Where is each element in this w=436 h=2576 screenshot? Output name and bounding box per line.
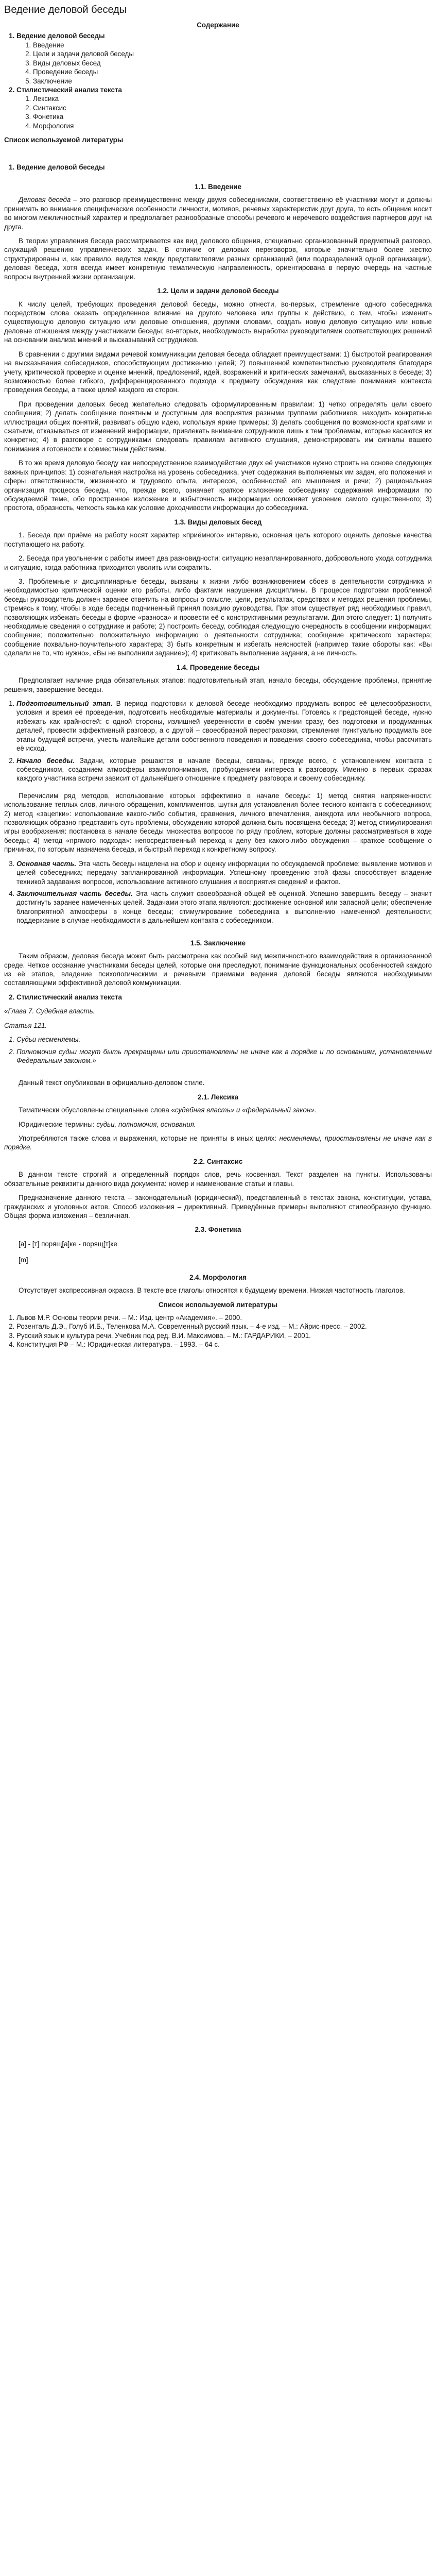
paragraph: В данном тексте строгий и определенный порядок слов, речь косвенная. Текст разделен на пункты. Использованы обязательные реквизиты данного вида документа: номер и наименование статьи и главы. — [4, 1171, 432, 1188]
list-item: 2. Начало беседы. Задачи, которые решаются в начале беседы, связаны, прежде всего, с установлением контакта с собеседником, созданием атмосферы взаимопонимания, пробуждением интереса к разговору. Именно в первых фразах каждого участника встречи зависит от дальнейшего отношение к предмету разговора и своему собеседнику. — [16, 756, 432, 783]
paragraph: При проведении деловых бесед желательно следовать сформулированным правилам: 1) четко определять цели своего сообщения; 2) делать сообщение понятным и доступным для восприятия разными группами работников, находить конкретные иллюстрации общих понятий, развивать общую идею, используя яркие примеры; 3) делать сообщения по возможности краткими и сжатыми, отказываться от изменений информации, привлекать внимание сотрудников лишь к тем проблемам, которые касаются их конкретно; 4) в разговоре с сотрудниками следовать правилам активного слушания, демонстрировать им сигналы вашего понимания и готовности к совместным действиям. — [4, 400, 432, 453]
toc-item[interactable]: 5. Заключение — [33, 77, 432, 86]
section-heading: 1.1. Введение — [195, 182, 241, 191]
phonetic-transcription: [а] - [т] порящ[а]ке - порящ[т]ке — [19, 1240, 117, 1248]
section-heading: 2.3. Фонетика — [195, 1226, 241, 1234]
paragraph: Таким образом, деловая беседа может быть рассмотрена как особый вид межличностного взаимодействия в организованной среде. Четкое осознание участниками беседы целей, которые они преследуют, понимание функциональных особенностей каждого из её этапов, владение психологическими и речевыми приемами ведения деловой беседы являются необходимыми составляющими эффективной деловой коммуникации. — [4, 952, 432, 987]
chapter-1-heading-list — [4, 163, 432, 172]
toc-chapter-1[interactable] — [16, 31, 432, 86]
toc-chapter-label[interactable]: Стилистический анализ текста — [16, 86, 122, 94]
toc-item[interactable]: 1. Лексика — [33, 94, 432, 103]
paragraph: 2. Беседа при увольнении с работы имеет два разновидности: ситуацию незапланированного, добровольного ухода сотрудника и ситуацию, когда работника приходится уволить или сократить. — [4, 554, 432, 571]
section-heading: 1.5. Заключение — [190, 939, 246, 947]
bibliography-item: 4. Конституция РФ – М.: Юридическая литература. – 1993. – 64 с. — [16, 1340, 432, 1349]
bibliography-item: 2. Розенталь Д.Э., Голуб И.Б., Теленкова М.А. Современный русский язык. – 4-е изд. – М.: Айрис-пресс. – 2002. — [16, 1322, 432, 1331]
toc-sublist — [16, 41, 432, 86]
toc-heading: Содержание — [197, 21, 239, 29]
paragraph: Отсутствует экспрессивная окраска. В тексте все глаголы относятся к будущему времени. Низкая частотность глаголов. — [19, 1286, 405, 1295]
toc-bibliography[interactable]: Список используемой литературы — [4, 136, 124, 144]
section-heading: 2.4. Морфология — [189, 1273, 247, 1281]
chapter-2-heading: 2. Стилистический анализ текста — [16, 993, 432, 1002]
toc-item[interactable]: 4. Морфология — [33, 122, 432, 130]
quote-article: Статья 121. — [4, 1021, 47, 1029]
list-item: 4. Заключительная часть беседы. Эта часть служит своеобразной общей её оценкой. Успешно завершить беседу – значит достигнуть заранее намеченных целей. Задачами этого этапа являются: достижение основной или запасной цели; обеспечение благоприятной атмосферы в конце беседы; стимулирование собеседника к выполнению намеченной деятельности; поддержание в случае необходимости в дальнейшем контакта с собеседником. — [16, 889, 432, 925]
paragraph: В теории управления беседа рассматривается как вид делового общения, специально организованный предметный разговор, служащий решению управленческих задач. В отличие от деловых переговоров, которые значительно более жестко структурированы и, как правило, ведутся между представителями разных организаций (или подразделений одной организации), деловая беседа, хотя всегда имеет конкретную тематическую направленность, ориентирована в первую очередь на частные вопросы внутренней жизни организации. — [4, 237, 432, 281]
toc-item[interactable]: 2. Синтаксис — [33, 104, 432, 112]
paragraph: Предназначение данного текста – законодательный (юридический), представленный в текстах закона, конституции, устава, гражданских и уголовных актов. Способ изложения – директивный. Приведённые примеры выполняют стилеобразную функцию. Общая форма изложения – безличная. — [4, 1194, 432, 1219]
list-item: 1. Судьи несменяемы. — [16, 1035, 432, 1044]
toc-item[interactable]: 3. Виды деловых бесед — [33, 59, 432, 67]
quote-list — [4, 1035, 432, 1065]
list-item: 2. Полномочия судьи могут быть прекращены или приостановлены не иначе как в порядке и по основаниям, установленным Федеральным законом.» — [16, 1047, 432, 1065]
toc-item[interactable]: 4. Проведение беседы — [33, 67, 432, 76]
bibliography-item: 1. Львов М.Р. Основы теории речи. – М.: Изд. центр «Академия». – 2000. — [16, 1313, 432, 1322]
paragraph: В сравнении с другими видами речевой коммуникации деловая беседа обладает преимуществами: 1) быстротой реагирования на высказывания собеседников, способствующим достижению целей; 2) повышенной компетентностью руководителя благодаря учету, критической проверке и оценке мнений, предложений, идей, возражений и критических замечаний, высказанных в беседе; 3) возможностью более гибкого, дифференцированного подхода к предмету обсуждения как следствие понимания контекста проведения беседы, а также целей каждого из сторон. — [4, 350, 432, 394]
paragraph: Употребляются также слова и выражения, которые не приняты в иных целях: несменяемы, приостановлены не иначе как в порядке. — [4, 1134, 432, 1151]
bibliography-list — [4, 1313, 432, 1349]
list-item: 1. Подготовительный этап. В период подготовки к деловой беседе необходимо продумать вопрос её целесообразности, условия и время её проведения, подготовить необходимые материалы и документы. Готовясь к предстоящей беседе, нужно избежать как крайностей: с одной стороны, излишней уверенности в своём умении сразу, без подготовки и продуманных деталей, провести эффективный разговор, а с другой – своеобразной перестраховки, стремления пунктуально продумать все этапы будущей встречи, учесть малейшие детали собственного поведения и поведения своего собеседника, чтобы рассчитать её исход. — [16, 699, 432, 753]
paragraph: К числу целей, требующих проведения деловой беседы, можно отнести, во-первых, стремление одного собеседника посредством слова оказать определенное влияние на другого человека или группы к действию, с тем, чтобы изменить существующую деловую ситуацию или деловые отношения, другими словами, создать новую деловую ситуацию или новые деловые отношения между участниками беседы; во-вторых, необходимость выработки руководителями соответствующих решений на основании анализа мнений и высказываний сотрудников. — [4, 300, 432, 344]
paragraph: Деловая беседа – это разговор преимущественно между двумя собеседниками, соответственно её участники могут и должны принимать во внимание специфические особенности личности, мотивов, речевых характеристик друг друга, то есть общение носит во многом межличностный характер и предполагает разнообразные способы речевого и неречевого воздействия партнеров друг на друга. — [4, 196, 432, 231]
paragraph: Перечислим ряд методов, использование которых эффективно в начале беседы: 1) метод снятия напряженности: использование теплых слов, личного обращения, комплиментов, шутки для установления более тесного контакта с собеседником; 2) метод «зацепки»: использование какого-либо события, сравнения, личного впечатления, анекдота или необычного вопроса, позволяющих образно представить суть проблемы, обсуждению которой должна быть посвящена беседа; 3) метод стимулирования игры воображения: постановка в начале беседы множества вопросов по ряду проблем, которые должны рассматриваться в ходе беседы; 4) метод «прямого подхода»: непосредственный переход к делу без какого-либо обсуждения – краткое сообщение о причинах, по которым назначена беседа, и быстрый переход к конкретному вопросу. — [4, 791, 432, 854]
paragraph: Данный текст опубликован в официально-деловом стиле. — [19, 1079, 205, 1087]
document-title: Ведение деловой беседы — [4, 4, 127, 15]
bibliography-item: 3. Русский язык и культура речи. Учебник под ред. В.И. Максимова. – М.: ГАРДАРИКИ. – 2001. — [16, 1331, 432, 1340]
toc-item[interactable]: 2. Цели и задачи деловой беседы — [33, 49, 432, 58]
bibliography-heading: Список используемой литературы — [158, 1300, 278, 1309]
list-item: 3. Основная часть. Эта часть беседы нацелена на сбор и оценку информации по обсуждаемой проблеме; выявление мотивов и целей собеседника; передачу запланированной информации. Успешному проведению этой фазы способствует владение техникой задавания вопросов, использование активного слушания и восприятия сведений и фактов. — [16, 859, 432, 886]
quote-chapter: «Глава 7. Судебная власть. — [4, 1007, 95, 1015]
paragraph: Тематически обусловлены специальные слова «судебная власть» и «федеральный закон». — [19, 1106, 317, 1114]
toc-list — [4, 31, 432, 130]
toc-item[interactable]: 1. Введение — [33, 41, 432, 49]
chapter-1-heading: 1. Ведение деловой беседы — [16, 163, 432, 172]
paragraph: 1. Беседа при приёме на работу носят характер «приёмного» интервью, основная цель которого оценить деловые качества поступающего на работу. — [4, 531, 432, 548]
table-of-contents — [4, 21, 432, 144]
section-heading: 1.4. Проведение беседы — [176, 663, 260, 671]
toc-sublist — [16, 94, 432, 130]
section-heading: 1.2. Цели и задачи деловой беседы — [157, 287, 279, 295]
section-heading: 2.2. Синтаксис — [193, 1157, 243, 1165]
paragraph: В то же время деловую беседу как непосредственное взаимодействие двух её участников нужно строить на основе следующих важных принципов: 1) сознательная настройка на уровень собеседника, учет содержания выполняемых им задач, его положения и сферы ответственности, жизненного и трудового опыта, интересов, особенностей его мышления и речи; 2) рациональная организация процесса беседы, что, прежде всего, означает краткое изложение собеседнику содержания информации по обсуждаемой теме, обо пространное изложение и избыточность информации осложняет усвоение самого существенного; 3) простота, образность, четкость языка как условие доходчивости информации до собеседника. — [4, 459, 432, 512]
term: Деловая беседа — [19, 196, 71, 204]
section-heading: 1.3. Виды деловых бесед — [174, 518, 262, 526]
paragraph: Юридические термины: судьи, полномочия, основания. — [19, 1120, 196, 1128]
chapter-2-heading-list — [4, 993, 432, 1002]
toc-item[interactable]: 3. Фонетика — [33, 112, 432, 121]
toc-chapter-label[interactable]: Ведение деловой беседы — [16, 32, 105, 40]
phonetic-transcription: [m] — [19, 1256, 28, 1264]
toc-chapter-2[interactable] — [16, 86, 432, 130]
stages-list-continued — [4, 859, 432, 925]
stages-list — [4, 699, 432, 783]
section-heading: 2.1. Лексика — [197, 1093, 239, 1101]
paragraph: Предполагает наличие ряда обязательных этапов: подготовительный этап, начало беседы, обсуждение проблемы, принятие решения, завершение беседы. — [4, 676, 432, 693]
paragraph: 3. Проблемные и дисциплинарные беседы, вызваны к жизни либо возникновением сбоев в деятельности сотрудника и необходимостью критической оценки его работы, либо фактами нарушения дисциплины. В процессе подготовки проблемной беседы руководитель должен заранее ответить на вопросы о смысле, цели, результатах, средствах и методах решения проблемы, стремясь к тому, чтобы в ходе беседы подчиненный принял позицию руководства. При этом существует ряд необходимых правил, позволяющих избежать беседы в форме «разноса» и провести её с конструктивными результатами. Для этого следует: 1) получить необходимые сведения о сотруднике и работе; 2) построить беседу, соблюдая следующую очередность в сообщении информации: сообщение; положительно положительную информацию о деятельности сотрудника; сообщение критического характера; сообщение похвально-поучительного характера; 3) быть конкретным и избегать неясностей (например такие обороты как: «Вы сделали не то, что нужно», «Вы не выполнили задание»); 4) критиковать выполнение задания, а не личность. — [4, 577, 432, 657]
